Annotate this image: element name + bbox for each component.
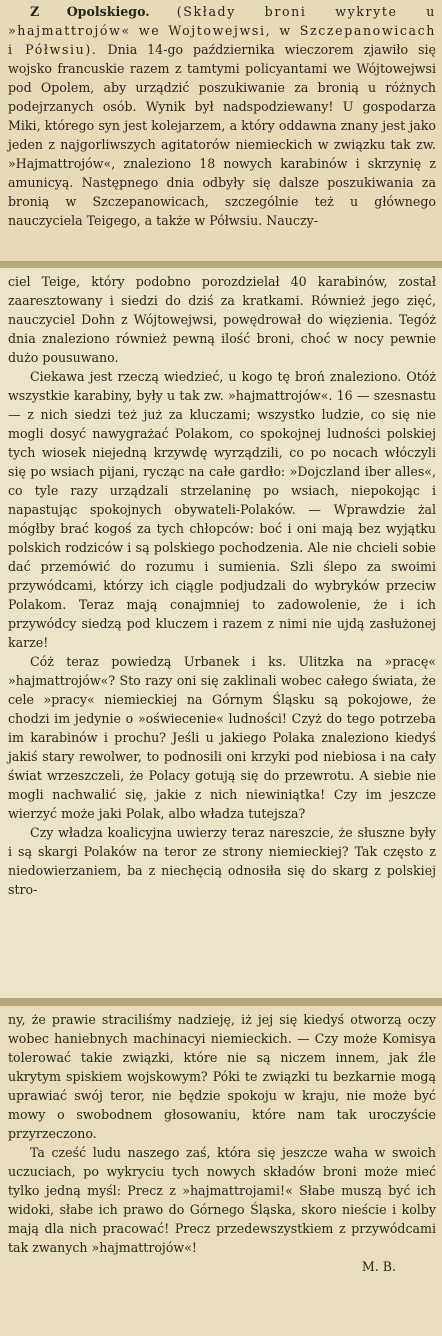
clipping-gap: [0, 261, 442, 268]
paragraph-continuation: ny, że prawie straciliśmy nadzieję, iż jej się kiedyś otworzą oczy wobec haniebnych machinacyi niemieckich. — Czy może Komisya tolerować takie związki, które nie są niczem innem, jak źle ukrytym spiskiem wojskowym? Póki te związki tu bezkarnie mogą uprawiać swój teror, nie będzie spokoju w kraju, nie może być mowy o swobodnem głosowaniu, które nam tak uroczyście przyrzeczono.: [8, 1012, 436, 1141]
paragraph: Ta cześć ludu naszego zaś, która się jeszcze waha w swoich uczuciach, po wykryciu tych nowych składów broni może mieć tylko jedną myśl: Precz z »hajmattrojami!« Słabe muszą być ich widoki, słabe ich prawo do Górnego Śląska, skoro nieście i kolby mają dla nich pracować! Precz przedewszystkiem z przywódcami tak zwanych »hajmattrojów«!: [8, 1145, 436, 1255]
article-body-text: Dnia 14-go października wieczorem zjawiło się wojsko francuskie razem z tamtymi policyantami we Wójtowejwsi pod Opolem, aby urządzić poszukiwanie za bronią u różnych podejrzanych osób. Wynik był nadspodziewany! U gospodarza Miki, którego syn jest kolejarzem, a który oddawna znany jest jako jeden z najgorliwszych agitatorów niemieckich w związku tak zw. »Hajmattrojów«, znaleziono 18 nowych karabinów i skrzynię z amunicyą. Następnego dnia odbyły się dalsze poszukiwania za bronią w Szczepanowicach, szczególnie też u głównego nauczyciela Teigego, a także w Półwsiu. Nauczy-: [8, 42, 436, 228]
clipping-gap: [0, 998, 442, 1006]
article-lead-heading: Z Opolskiego.: [30, 4, 150, 19]
paragraph: Czy władza koalicyjna uwierzy teraz nareszcie, że słuszne były i są skargi Polaków na teror ze strony niemieckiej? Tak często z niedowierzaniem, ba z niechęcią odnosiła się do skarg z polskiej stro-: [8, 825, 436, 897]
paragraph: Cóż teraz powiedzą Urbanek i ks. Ulitzka na »pracę« »hajmattrojów«? Sto razy oni się zaklinali wobec całego świata, że cele »pracy« niemieckiej na Górnym Śląsku są pokojowe, że chodzi im jedynie o »oświecenie« ludności! Czyż do tego potrzeba im karabinów i prochu? Jeśli u jakiego Polaka znaleziono kiedyś jakiś stary rewolwer, to podnosili oni krzyki pod niebiosa i na cały świat wrzeszczeli, że Polacy gotują się do przewrotu. A siebie nie mogli nachwalić się, jakie z nich niewiniątka! Czy im jeszcze wierzyć może jaki Polak, albo władza tutejsza?: [8, 654, 436, 821]
article-clipping-middle: [0, 268, 442, 998]
paragraph: Ciekawa jest rzeczą wiedzieć, u kogo tę broń znaleziono. Otóż wszystkie karabiny, były u tak zw. »hajmattrojów«. 16 — szesnastu — z nich siedzi też już za kluczami; wszystko ludzie, co się nie mogli dosyć nawygrażać Polakom, co spokojnej ludności polskiej tych wiosek niejedną krzywdę wyrządzili, co po nocach włóczyli się po wsiach pijani, rycząc na całe gardło: »Dojczland iber alles«, co tyle razy urządzali strzelaninę po wsiach, niepokojąc i napastując spokojnych obywateli-Polaków. — Wprawdzie żal mógłby brać kogoś za tych chłopców: boć i oni mają bez wyjątku polskich rodziców i są polskiego pochodzenia. Ale nie chcieli sobie dać przemówić do rozumu i sumienia. Szli ślepo za swoimi przywódcami, którzy ich ciągle podjudzali do wybryków przeciw Polakom. Teraz mają conajmniej to zadowolenie, że i ich przywódcy siedzą pod kluczem i razem z nimi nie ujdą zasłużonej karze!: [8, 369, 436, 650]
article-opening-paragraph: [8, 2, 436, 230]
article-subtitle: (Składy broni wykryte u »hajmattrojów« we Wojtowejwsi, w Szczepanowicach i Półwsiu).: [8, 4, 436, 57]
signature-line: [8, 1257, 436, 1276]
article-clipping-bottom: [0, 1006, 442, 1336]
paragraph-continuation: ciel Teige, który podobno porozdzielał 40 karabinów, został zaaresztowany i siedzi do dziś za kratkami. Również jego zięć, nauczyciel Dohn z Wójtowejwsi, powędrował do więzienia. Tegóż dnia znaleziono również pewną ilość broni, choć w nocy pewnie dużo pousuwano.: [8, 274, 436, 365]
article-clipping-top: [0, 0, 442, 261]
author-signature: M. B.: [361, 1259, 396, 1274]
